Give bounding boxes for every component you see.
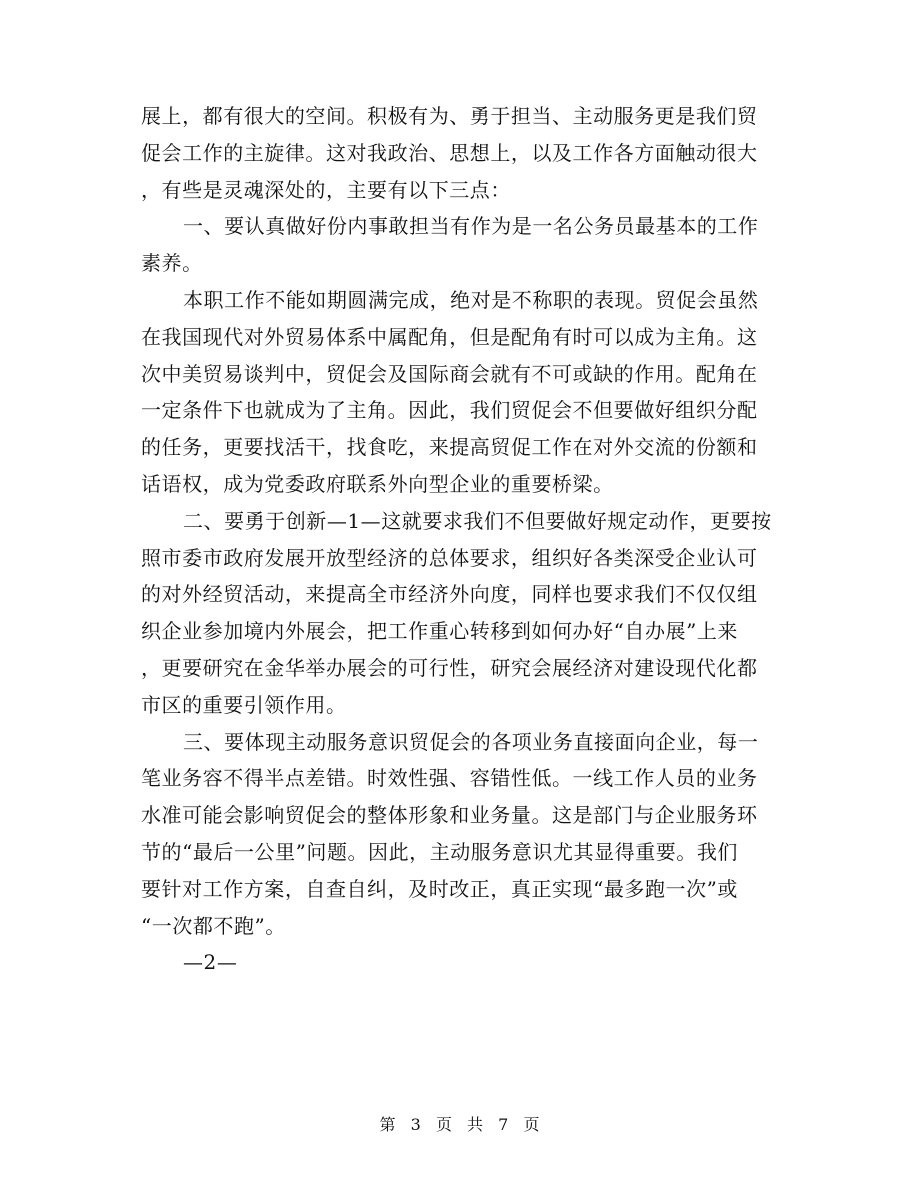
text-line: 市区的重要引领作用。 (141, 692, 347, 717)
text-line: 展上，都有很大的空间。积极有为、勇于担当、主动服务更是我们贸 (141, 104, 758, 128)
section-heading-3: 三、要体现主动服务意识贸促会的各项业务直接面向企业，每一 (183, 729, 759, 754)
text-line: 节的“最后一公里”问题。因此，主动服务意识尤其显得重要。我们 (141, 839, 738, 864)
text-line: 素养。 (141, 251, 203, 276)
text-line: 的任务，更要找活干，找食吃，来提高贸促工作在对外交流的份额和 (141, 435, 758, 460)
text-line: 本职工作不能如期圆满完成，绝对是不称职的表现。贸促会虽然 (183, 287, 759, 312)
footer-gong: 共 (467, 1115, 485, 1134)
page-footer (0, 1112, 920, 1135)
text-line: ，更要研究在金华举办展会的可行性，研究会展经济对建设现代化都 (141, 655, 758, 680)
text-line: 织企业参加境内外展会，把工作重心转移到如何办好“自办展”上来 (141, 619, 738, 644)
footer-ye: 页 (523, 1115, 541, 1134)
text-line: 要针对工作方案，自查自纠，及时改正，真正实现“最多跑一次”或 (141, 876, 738, 901)
footer-current-page: 3 (410, 1115, 422, 1134)
text-line: “一次都不跑”。 (141, 913, 286, 938)
text-line: 促会工作的主旋律。这对我政治、思想上，以及工作各方面触动很大 (141, 140, 758, 165)
text-line: 次中美贸易谈判中，贸促会及国际商会就有不可或缺的作用。配角在 (141, 361, 758, 386)
text-line: 水准可能会影响贸促会的整体形象和业务量。这是部门与企业服务环 (141, 803, 758, 828)
section-heading-1: 一、要认真做好份内事敢担当有作为是一名公务员最基本的工作 (183, 214, 759, 239)
inner-page-number: —2— (183, 950, 238, 975)
text-line: ，有些是灵魂深处的，主要有以下三点： (141, 177, 511, 202)
section-heading-2: 二、要勇于创新—1—这就要求我们不但要做好规定动作，更要按 (183, 508, 772, 533)
text-line: 的对外经贸活动，来提高全市经济外向度，同样也要求我们不仅仅组 (141, 582, 758, 607)
text-line: 照市委市政府发展开放型经济的总体要求，组织好各类深受企业认可 (141, 545, 758, 570)
footer-ye: 页 (435, 1115, 453, 1134)
document-body (141, 98, 781, 981)
footer-total-pages: 7 (498, 1115, 510, 1134)
text-line: 笔业务容不得半点差错。时效性强、容错性低。一线工作人员的业务 (141, 766, 758, 791)
text-line: 话语权，成为党委政府联系外向型企业的重要桥梁。 (141, 471, 614, 496)
text-line: 一定条件下也就成为了主角。因此，我们贸促会不但要做好组织分配 (141, 398, 758, 423)
text-line: 在我国现代对外贸易体系中属配角，但是配角有时可以成为主角。这 (141, 324, 758, 349)
footer-di: 第 (379, 1115, 397, 1134)
